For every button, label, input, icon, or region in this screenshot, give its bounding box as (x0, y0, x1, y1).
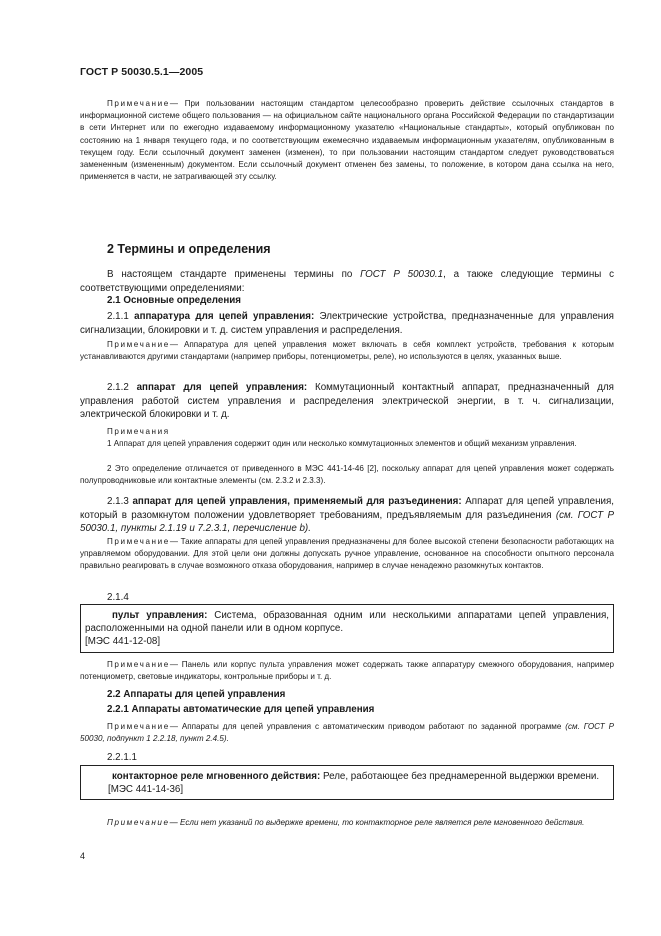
note-2-1-1: Примечание— Аппаратура для цепей управления может включать в себя комплект устройств, требования к которым устанавливаются другими стандартами (например приборы, потенциометры, реле), но используются в целях, указанных выше. (80, 340, 614, 362)
note-2-1-4: Примечание— Панель или корпус пульта управления может содержать также аппаратуру смежного оборудования, например потенциометр, световые индикаторы, контрольные приборы и т. д. (80, 660, 614, 682)
note-2-1-2-item-2: 2 Это определение отличается от приведенного в МЭС 441-14-46 [2], поскольку аппарат для цепей управления может содержать полупроводниковые или контактные элементы (см. 2.3.2 и 2.3.3). (80, 464, 614, 486)
intro-note (80, 98, 614, 183)
reference-link: (см. ГОСТ Р 50030.1, пункты 2.1.19 и 7.2.3.1, перечисление b). (80, 509, 615, 534)
term-label: аппаратура для цепей управления: (134, 311, 315, 322)
note-2-1-3: Примечание— Такие аппараты для цепей управления предназначены для более высокой степени безопасности работающих на управляемом оборудовании. Для этой цели они должны допускать ручное управление, основанное на способности опытного персонала правильно реагировать в случае возможного отказа оборудования, например в случае ненадежно разомкнутых контактов. (80, 537, 614, 571)
note-2-2-1-1: Примечание— Если нет указаний по выдержке времени, то контакторное реле является реле мгновенного действия. (107, 818, 585, 827)
term-2-1-4-box (80, 604, 614, 653)
term-2-1-1: 2.1.1 аппаратура для цепей управления: Электрические устройства, предназначенные для управления сигнализации, блокировки и т. д. систем управления и распределения. (80, 311, 614, 336)
reference-link: (см. ГОСТ Р 50030, подпункт 1 2.2.18, пункт 2.4.5). (80, 722, 614, 744)
note-2-1-2-item-1: 1 Аппарат для цепей управления содержит один или несколько коммутационных элементов и общий механизм управления. (107, 439, 577, 448)
term-2-2-1-1-box (80, 765, 614, 800)
subsection-2-2-1-title: 2.2.1 Аппараты автоматические для цепей управления (107, 704, 375, 715)
notes-2-1-2-label: Примечания (107, 427, 170, 436)
term-2-2-1-1-definition: контакторное реле мгновенного действия: Реле, работающее без преднамеренной выдержки времени. (112, 771, 600, 782)
doc-header: ГОСТ Р 50030.5.1—2005 (80, 66, 204, 78)
term-label: аппарат для цепей управления: (136, 382, 308, 393)
term-source: [МЭС 441-14-36] (108, 784, 184, 796)
reference-link: ГОСТ Р 50030.1 (360, 269, 444, 280)
note-2-2-1: Примечание— Аппараты для цепей управления с автоматическим приводом работают по заданной программе (см. ГОСТ Р 50030, подпункт 1 2.2.18, пункт 2.4.5). (80, 722, 614, 744)
subsection-2-2-title: 2.2 Аппараты для цепей управления (107, 689, 286, 700)
note-label: Примечание (107, 99, 170, 108)
term-2-1-4-definition: пульт управления: Система, образованная одним или несколькими аппаратами цепей управления, расположенными на одной панели или в одном корпусе. (85, 610, 610, 635)
note-text: — При пользовании настоящим стандартом целесообразно проверить действие ссылочных стандартов в информационной системе общего пользования — на официальном сайте национального органа Российской Федерации по стандартизации в сети Интернет или по ежегодно издаваемому информационному указателю «Национальные стандарты», который опубликован по состоянию на 1 января текущего года, и по соответствующим ежемесячно издаваемым информационным указателям, опубликованным в текущем году. Если ссылочный документ заменен (изменен), то при пользовании настоящим стандартом следует руководствоваться замененным (измененным) документом. Если ссылочный документ отменен без замены, то положение, в котором дана ссылка на него, применяется в части, не затрагивающей эту ссылку. (80, 99, 614, 182)
term-2-1-3: 2.1.3 аппарат для цепей управления, применяемый для разъединения: Аппарат для цепей управления, который в разомкнутом положении удовлетворяет требованиям, предъявляемым для разъединения (см. ГОСТ Р 50030.1, пункты 2.1.19 и 7.2.3.1, перечисление b). (80, 496, 615, 534)
section-intro: В настоящем стандарте применены термины по ГОСТ Р 50030.1, а также следующие термины с соответствующими определениями: (80, 269, 615, 294)
term-2-1-4-number: 2.1.4 (107, 592, 129, 603)
section-title: 2 Термины и определения (107, 242, 271, 256)
term-label: аппарат для цепей управления, применяемый для разъединения: (132, 496, 462, 507)
term-source: [МЭС 441-12-08] (85, 636, 161, 648)
term-label: контакторное реле мгновенного действия: (112, 771, 321, 782)
term-2-1-2: 2.1.2 аппарат для цепей управления: Коммутационный контактный аппарат, предназначенный для управления работой систем управления и распределения электрической энергии, в т. ч. сигнализации, электрической блокировки и т. д. (80, 382, 614, 420)
subsection-2-1-title: 2.1 Основные определения (107, 295, 241, 306)
term-2-2-1-1-number: 2.2.1.1 (107, 752, 137, 763)
term-label: пульт управления: (112, 610, 208, 621)
page-number: 4 (80, 851, 86, 861)
